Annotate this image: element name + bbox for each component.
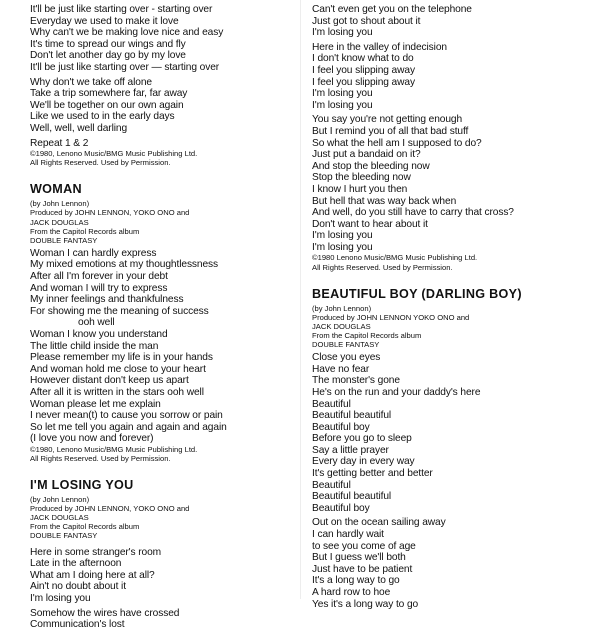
lyric-line: Somehow the wires have crossed [30,607,180,619]
lyric-line: Communication's lost [30,619,125,631]
credit-line: JACK DOUGLAS [312,321,371,331]
credit-line: (by John Lennon) [312,303,372,313]
lyric-line: Beautiful boy [312,421,370,433]
losing-you-lyrics-c [312,4,582,39]
lyric-line: Can't even get you on the telephone [312,4,472,15]
woman-rights: All Rights Reserved. Used by Permission. [30,453,171,463]
lyric-line: But I guess we'll both [312,552,406,564]
credit-line: From the Capitol Records album [312,330,422,340]
lyric-line: Say a little prayer [312,444,389,456]
lyric-line: (I love you now and forever) [30,433,154,445]
song-title-beautiful-boy: BEAUTIFUL BOY (DARLING BOY) [312,286,522,301]
lyric-line: Beautiful beautiful [312,491,392,503]
credit-line: From the Capitol Records album [30,522,140,532]
lyric-line: I never mean(t) to cause you sorrow or pain [30,410,223,422]
song-title-losing-you: I'M LOSING YOU [30,478,134,493]
lyric-line: A hard row to hoe [312,587,391,598]
lyric-line: But hell that was way back when [312,195,457,207]
lyric-line: It'll be just like starting over — starting over [30,61,220,73]
lyric-line: And stop the bleeding now [312,160,430,172]
lyric-line: It'll be just like starting over - starting over [30,4,213,15]
lyric-line: But I remind you of all that bad stuff [312,125,469,137]
lyric-line: Stop the bleeding now [312,172,411,184]
lyric-line: I'm losing you [312,99,373,111]
lyric-line: I know I hurt you then [312,183,408,195]
lyric-line: Everyday we used to make it love [30,15,179,27]
song-title-woman: WOMAN [30,182,82,197]
beautiful-boy-lyrics-a [312,352,582,514]
losing-you-lyrics-d [312,42,582,112]
woman-ooh: ooh well [78,317,115,329]
lyric-line: Beautiful [312,479,351,491]
lyric-line: You say you're not getting enough [312,114,463,126]
lyric-line: I'm losing you [312,241,373,253]
lyric-line: The monster's gone [312,375,400,387]
credit-line: JACK DOUGLAS [30,217,89,227]
lyric-line: It's a long way to go [312,575,400,587]
lyric-line: Take a trip somewhere far, far away [30,88,188,100]
copyright-line: ©1980, Lenono Music/BMG Music Publishing Ltd. [30,149,198,159]
lyric-line: Beautiful boy [312,502,370,514]
credit-line: (by John Lennon) [30,495,90,505]
lyric-line: Every day in every way [312,456,415,468]
credit-line: JACK DOUGLAS [30,513,89,523]
lyric-line: So what the hell am I supposed to do? [312,137,482,149]
lyric-line: Woman I know you understand [30,328,168,340]
right-column [312,4,582,610]
lyric-line: to see you come of age [312,540,416,552]
lyric-line: Late in the afternoon [30,558,122,570]
lyric-line: I can hardly wait [312,529,384,541]
lyric-line: Why can't we be making love nice and easy [30,27,224,39]
losing-you-copyright: ©1980 Lenono Music/BMG Music Publishing Ltd. [312,253,478,263]
lyric-line: For showing me the meaning of success [30,305,209,317]
lyric-line: Out on the ocean sailing away [312,517,446,529]
losing-you-lyrics-b [30,608,292,631]
lyric-line: Just put a bandaid on it? [312,149,421,161]
starting-over-verse [30,4,292,74]
losing-you-rights: All Rights Reserved. Used by Permission. [312,262,453,272]
page-fold [300,0,301,599]
left-column [30,4,292,631]
lyric-line: I'm losing you [312,27,373,39]
lyric-line: Here in some stranger's room [30,546,162,558]
lyric-line: Woman please let me explain [30,398,161,410]
credit-line: (by John Lennon) [30,199,90,209]
lyric-line: Before you go to sleep [312,433,412,445]
lyric-line: We'll be together on our own again [30,99,184,111]
lyric-line: The little child inside the man [30,340,159,352]
lyric-line: Beautiful [312,398,351,410]
lyric-line: However distant don't keep us apart [30,375,189,387]
lyric-line: It's getting better and better [312,468,433,480]
lyric-line: Yes it's a long way to go [312,598,419,610]
credit-line: DOUBLE FANTASY [312,340,380,350]
lyric-line: I'm losing you [30,592,91,604]
repeat-note: Repeat 1 & 2 [30,137,89,149]
credit-line: Produced by JOHN LENNON YOKO ONO and [312,312,470,322]
credit-line: DOUBLE FANTASY [30,235,98,245]
lyric-line: Well, well, well darling [30,122,128,134]
lyric-line: Just got to shout about it [312,15,421,27]
lyric-line: Here in the valley of indecision [312,41,447,53]
credit-line: Produced by JOHN LENNON, YOKO ONO and [30,504,190,514]
lyric-line: Have no fear [312,363,370,375]
lyric-line: He's on the run and your daddy's here [312,386,481,398]
lyric-line: My mixed emotions at my thoughtlessness [30,259,219,271]
lyric-line: Close you eyes [312,352,381,364]
lyric-line: Please remember my life is in your hands [30,352,213,364]
credit-line: From the Capitol Records album [30,226,140,236]
lyric-line: I'm losing you [312,230,373,242]
lyric-line: Woman I can hardly express [30,247,157,259]
rights-line: All Rights Reserved. Used by Permission. [30,158,171,168]
lyric-line: Why don't we take off alone [30,76,152,88]
credit-line: Produced by JOHN LENNON, YOKO ONO and [30,208,190,218]
losing-you-credits [30,495,292,540]
lyric-line: I'm losing you [312,88,373,100]
starting-over-bridge [30,77,292,135]
woman-lyrics-a [30,248,292,318]
lyric-line: And woman I will try to express [30,282,168,294]
woman-copyright: ©1980, Lenono Music/BMG Music Publishing Ltd. [30,444,198,454]
beautiful-boy-credits [312,304,582,349]
lyric-line: I don't know what to do [312,53,414,65]
lyric-line: I feel you slipping away [312,76,415,88]
lyric-line: My inner feelings and thankfulness [30,294,184,306]
lyric-line: So let me tell you again and again and again [30,421,227,433]
lyric-line: It's time to spread our wings and fly [30,38,186,50]
woman-lyrics-b [30,329,292,445]
lyric-line: Don't want to hear about it [312,218,428,230]
losing-you-lyrics-a [30,547,292,605]
lyric-line: What am I doing here at all? [30,569,155,581]
woman-credits [30,199,292,244]
lyric-line: Beautiful beautiful [312,410,392,422]
lyric-line: After all it is written in the stars ooh well [30,386,204,398]
lyric-line: And woman hold me close to your heart [30,363,206,375]
credit-line: DOUBLE FANTASY [30,531,98,541]
lyric-line: After all I'm forever in your debt [30,270,168,282]
losing-you-lyrics-e [312,114,582,253]
lyric-line: Like we used to in the early days [30,111,175,123]
beautiful-boy-lyrics-b [312,517,582,610]
lyric-line: And well, do you still have to carry that cross? [312,207,514,219]
lyric-line: Just have to be patient [312,563,413,575]
lyric-line: I feel you slipping away [312,64,415,76]
lyric-line: Ain't no doubt about it [30,581,126,593]
lyric-line: Don't let another day go by my love [30,50,186,62]
